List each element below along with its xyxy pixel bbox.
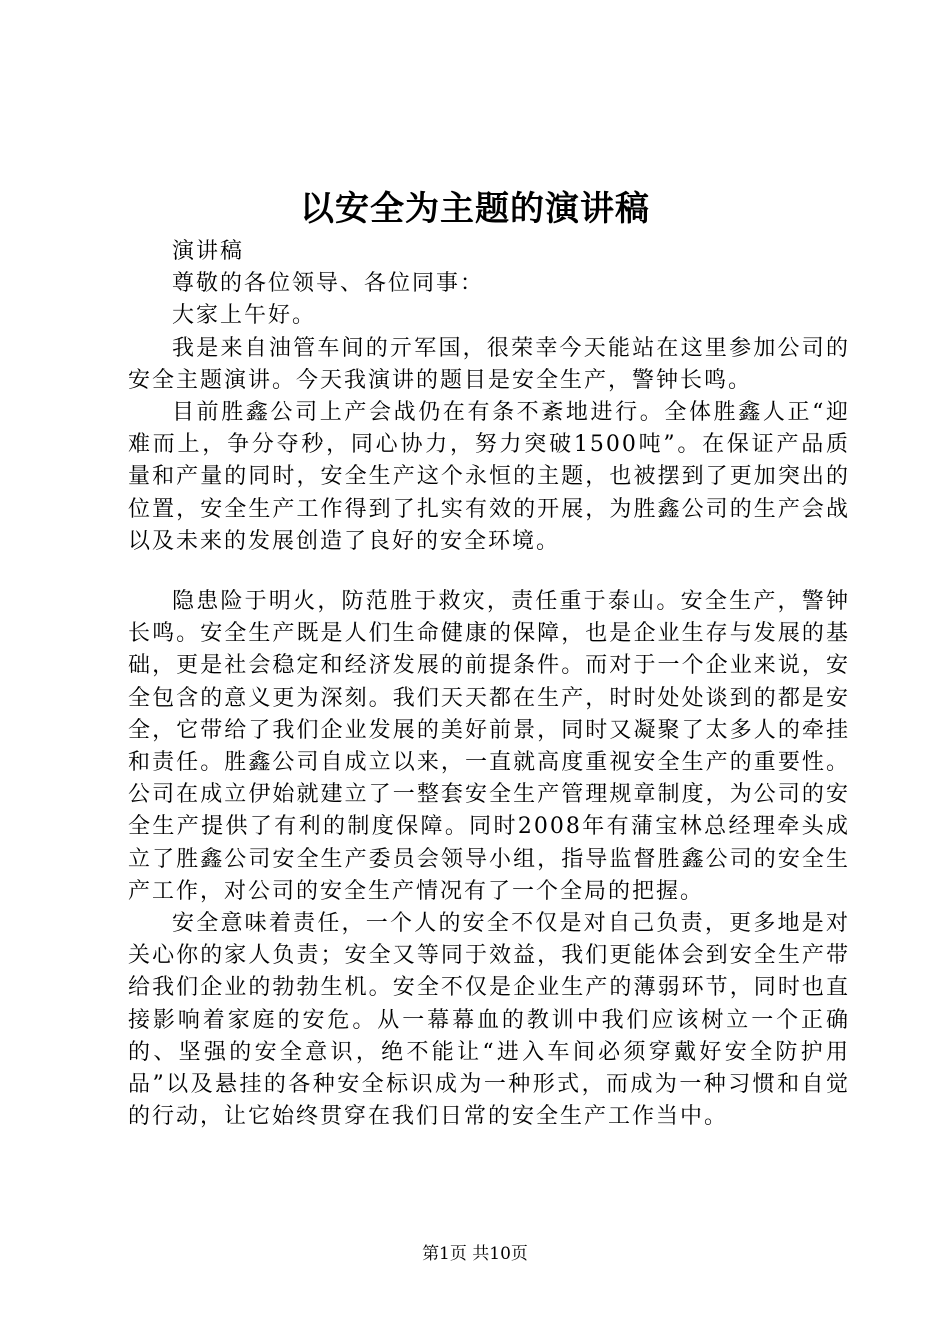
paragraph-safety-responsibility: 安全意味着责任，一个人的安全不仅是对自己负责，更多地是对关心你的家人负责；安全又等同于效益，我们更能体会到安全生产带给我们企业的勃勃生机。安全不仅是企业生产的薄弱环节，同时也直接影响着家庭的安危。从一幕幕血的教训中我们应该树立一个正确的、坚强的安全意识，绝不能让“进入车间必须穿戴好安全防护用品”以及悬挂的各种安全标识成为一种形式，而成为一种习惯和自觉的行动，让它始终贯穿在我们日常的安全生产工作当中。: [128, 911, 850, 1130]
paragraph-safety-importance: 隐患险于明火，防范胜于救灾，责任重于泰山。安全生产，警钟长鸣。安全生产既是人们生命健康的保障，也是企业生存与发展的基础，更是社会稳定和经济发展的前提条件。而对于一个企业来说，安全包含的意义更为深刻。我们天天都在生产，时时处处谈到的都是安全，它带给了我们企业发展的美好前景，同时又凝聚了太多人的牵挂和责任。胜鑫公司自成立以来，一直就高度重视安全生产的重要性。公司在成立伊始就建立了一整套安全生产管理规章制度，为公司的安全生产提供了有利的制度保障。同时2008年有蒲宝林总经理牵头成立了胜鑫公司安全生产委员会领导小组，指导监督胜鑫公司的安全生产工作，对公司的安全生产情况有了一个全局的把握。: [128, 589, 850, 904]
page-footer: 第1页 共10页: [422, 1244, 528, 1264]
paragraph-salutation: 尊敬的各位领导、各位同事：: [172, 271, 485, 297]
paragraph-current-situation: 目前胜鑫公司上产会战仍在有条不紊地进行。全体胜鑫人正“迎难而上，争分夺秒，同心协力，努力突破1500吨”。在保证产品质量和产量的同时，安全生产这个永恒的主题，也被摆到了更加突出的位置，安全生产工作得到了扎实有效的开展，为胜鑫公司的生产会战以及未来的发展创造了良好的安全环境。: [128, 400, 850, 554]
document-body: [128, 236, 850, 1133]
document-title: 以安全为主题的演讲稿: [300, 189, 650, 229]
paragraph-introduction: 我是来自油管车间的亓军国，很荣幸今天能站在这里参加公司的安全主题演讲。今天我演讲的题目是安全生产，警钟长鸣。: [128, 335, 850, 393]
paragraph-heading: 演讲稿: [172, 239, 245, 264]
paragraph-greeting: 大家上午好。: [172, 303, 317, 329]
